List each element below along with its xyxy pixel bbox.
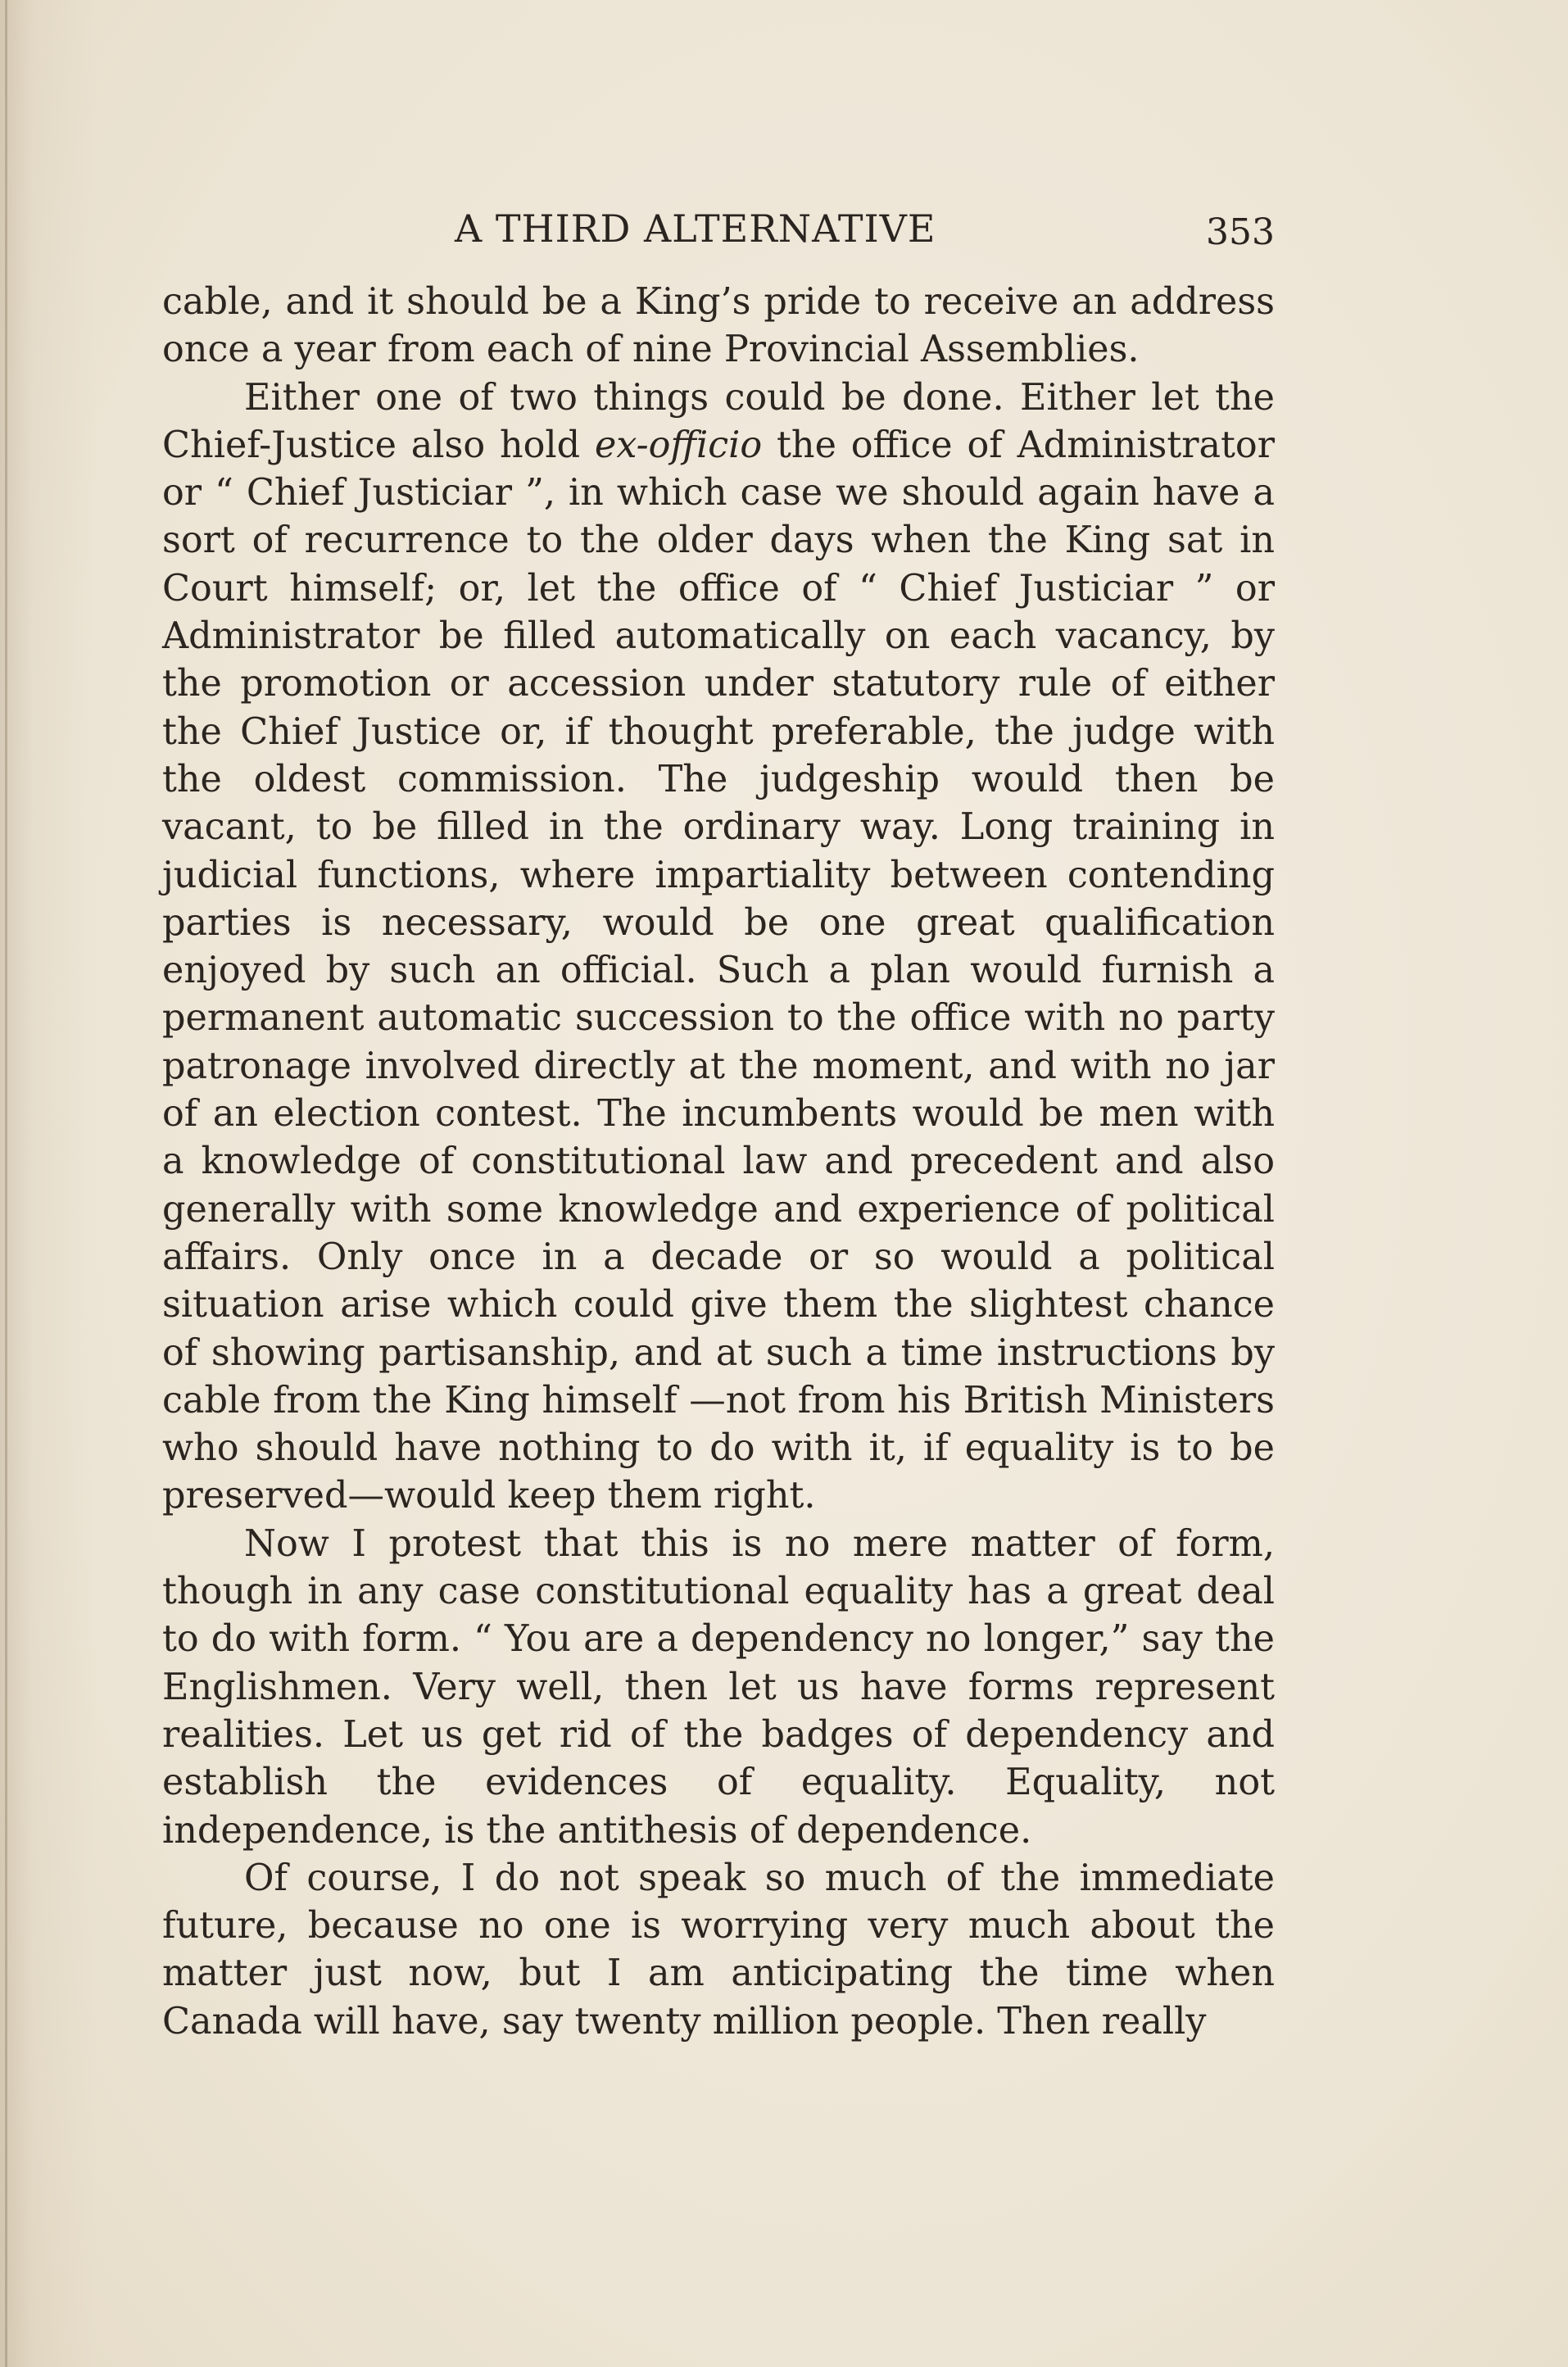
paragraph-4: Of course, I do not speak so much of the immediate future, because no one is worrying very much about the matter just now, but I am anticipating the time when Canada will have, say twenty million people. Then really	[162, 1857, 1275, 2043]
page-gutter-shadow	[5, 0, 7, 2367]
running-head: A THIRD ALTERNATIVE	[455, 206, 936, 251]
paragraph-1: cable, and it should be a King’s pride to receive an address once a year from each of nine Provincial Assemblies.	[162, 281, 1275, 371]
page-header	[164, 203, 1278, 261]
paragraph-2-italic-term: ex-officio	[595, 424, 763, 466]
paragraph-2-part-1: Either one of two things could be done. Either let the Chief-Justice also hold	[162, 376, 1275, 466]
page-number: 353	[1206, 211, 1275, 253]
body-text	[162, 279, 1275, 2046]
paragraph-2-part-2: the office of Administrator or “ Chief Justiciar ”, in which case we should again have a sort of recurrence to the older days when the King sat in Court himself; or, let the office of “ Chief Justiciar ” or Administrator be filled automatically on each vacancy, by the promotion or accession under statutory rule of either the Chief Justice or, if thought preferable, the judge with the oldest commission. The judgeship would then be vacant, to be filled in the ordinary way. Long training in judicial functions, where impartiality between contending parties is necessary, would be one great qualification enjoyed by such an official. Such a plan would furnish a permanent automatic succession to the office with no party patronage involved directly at the moment, and with no jar of an election contest. The incumbents would be men with a knowledge of constitutional law and precedent and also generally with some knowledge and experience of political affairs. Only once in a decade or so would a political situation arise which could give them the slightest chance of showing partisanship, and at such a time instructions by cable from the King himself —not from his British Ministers who should have nothing to do with it, if equality is to be preserved—would keep them right.	[162, 424, 1276, 1517]
paragraph-3: Now I protest that this is no mere matter of form, though in any case constitutional equality has a great deal to do with form. “ You are a dependency no longer,” say the Englishmen. Very well, then let us have forms represent realities. Let us get rid of the badges of dependency and establish the evidences of equality. Equality, not independence, is the antithesis of dependence.	[162, 1522, 1275, 1852]
paragraph-2	[162, 374, 1275, 1521]
